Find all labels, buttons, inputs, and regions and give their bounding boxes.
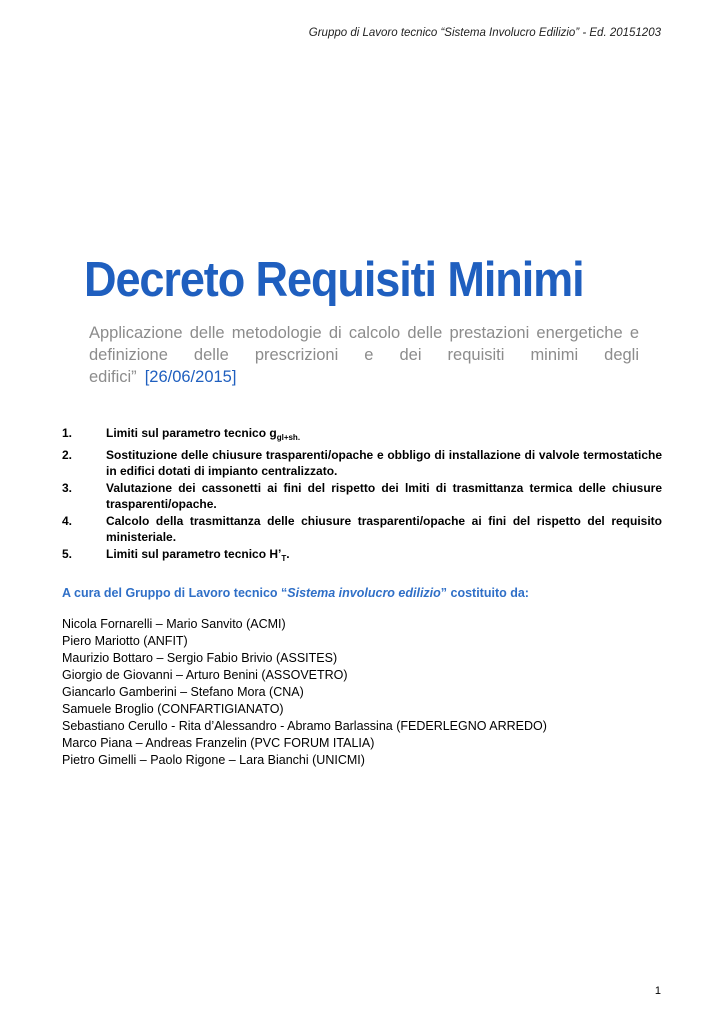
curated-prefix: A cura del Gruppo di Lavoro tecnico “: [62, 586, 288, 600]
topic-text: Sostituzione delle chiusure trasparenti/opache e obbligo di installazione di valvole termostatiche in edifici dotati di impianto centralizzato.: [106, 447, 662, 478]
topic-number: 1.: [62, 426, 73, 440]
running-header: Gruppo di Lavoro tecnico “Sistema Involucro Edilizio” - Ed. 20151203: [308, 27, 661, 39]
subtitle-date: [26/06/2015]: [144, 368, 237, 386]
document-subtitle: [89, 322, 639, 388]
topic-text: [106, 425, 662, 447]
member-item: Samuele Broglio (CONFARTIGIANATO): [62, 702, 284, 716]
topic-text-main: Limiti sul parametro tecnico g: [106, 426, 277, 440]
topic-number: 5.: [62, 546, 73, 561]
curated-suffix: ” costituito da:: [440, 586, 529, 600]
topic-item: [62, 513, 662, 546]
topic-item: [62, 546, 662, 568]
member-item: Maurizio Bottaro – Sergio Fabio Brivio (ASSITES): [62, 651, 338, 665]
topic-text-main: Limiti sul parametro tecnico H’: [106, 546, 282, 561]
member-item: Sebastiano Cerullo - Rita d’Alessandro - Abramo Barlassina (FEDERLEGNO ARREDO): [62, 719, 547, 733]
topic-number: 4.: [62, 513, 73, 528]
curated-by-heading: [62, 586, 529, 600]
subtitle-text: Applicazione delle metodologie di calcolo delle prestazioni energetiche e definizione delle prescrizioni e dei requisiti minimi degli edifici”: [89, 324, 639, 386]
topic-item: [62, 425, 662, 447]
topic-item: [62, 480, 662, 513]
curated-group-name: Sistema involucro edilizio: [287, 586, 441, 600]
topic-text: Calcolo della trasmittanza delle chiusure trasparenti/opache ai fini del rispetto del requisito ministeriale.: [106, 513, 662, 544]
member-item: Marco Piana – Andreas Franzelin (PVC FORUM ITALIA): [62, 736, 375, 750]
members-list: [62, 616, 547, 769]
topic-item: [62, 447, 662, 480]
topic-subscript: gl+sh.: [276, 433, 301, 442]
member-item: Pietro Gimelli – Paolo Rigone – Lara Bianchi (UNICMI): [62, 753, 365, 767]
page-number: 1: [654, 985, 661, 997]
topic-number: 3.: [62, 480, 73, 495]
document-title: Decreto Requisiti Minimi: [84, 253, 584, 307]
topics-list: [62, 425, 662, 567]
member-item: Giancarlo Gamberini – Stefano Mora (CNA): [62, 685, 304, 699]
topic-text: Valutazione dei cassonetti ai fini del rispetto dei lmiti di trasmittanza termica delle chiusure trasparenti/opache.: [106, 480, 662, 511]
topic-text-tail: .: [286, 546, 290, 561]
member-item: Piero Mariotto (ANFIT): [62, 634, 188, 648]
topic-number: 2.: [62, 447, 73, 462]
member-item: Nicola Fornarelli – Mario Sanvito (ACMI): [62, 617, 286, 631]
topic-text: [106, 546, 662, 568]
member-item: Giorgio de Giovanni – Arturo Benini (ASSOVETRO): [62, 668, 348, 682]
topic-subscript: T: [281, 553, 287, 563]
